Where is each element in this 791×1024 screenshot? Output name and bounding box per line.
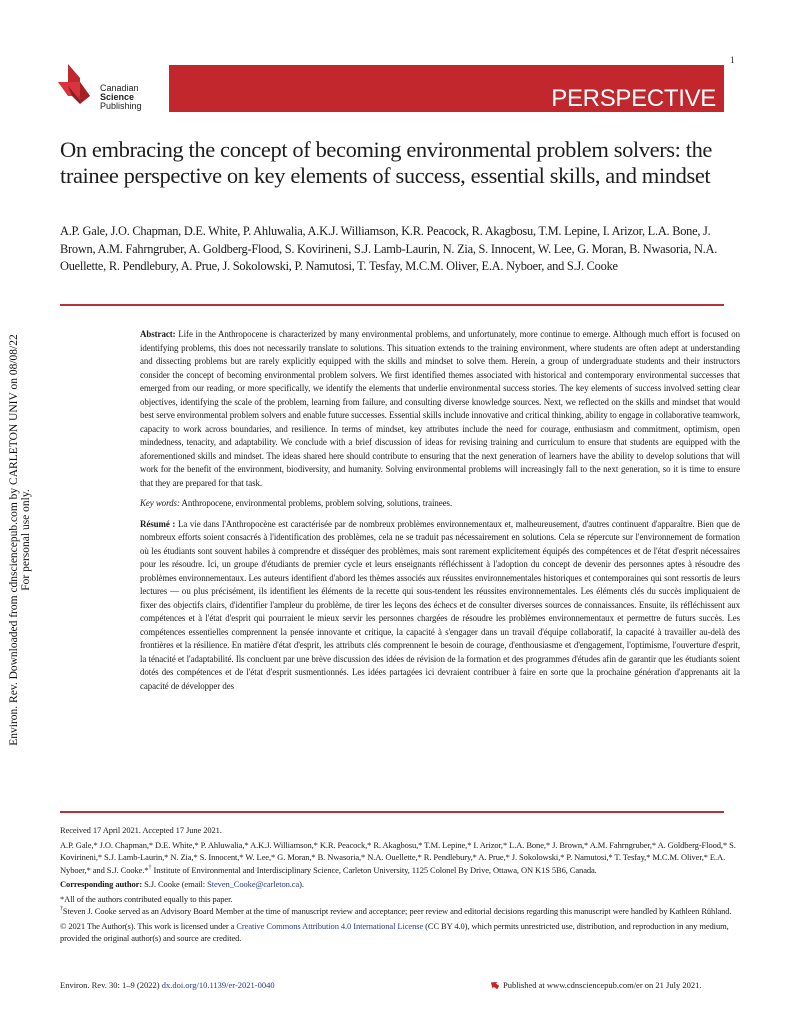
download-note-line-2: For personal use only. [20, 489, 32, 591]
license-note [60, 920, 738, 945]
advisory-dagger-mark: † [60, 906, 63, 913]
resume-text: La vie dans l'Anthropocène est caractérisée par de nombreux problèmes environnementaux et, malheureusement, d'autres continuent d'apparaître. Bien que de nombreux efforts soient consacrés à l'identification des problèmes, cela ne se traduit pas nécessairement en solutions. Cela se répercute sur l'environnement de formation où les étudiants sont souvent habiles à comprendre et disséquer des problèmes, mais sont rarement explicitement équipés des compétences et de l'état d'esprit nécessaires pour les résoudre. Ici, un groupe d'étudiants de premier cycle et leurs enseignants réfléchissent à l'adoption du concept de devenir des personnes aptes à résoudre des problèmes environnementaux. Les auteurs identifient d'abord les thèmes associés aux réussites environnementales historiques et contemporaines qui sont ressortis de leurs lectures — ou plus précisément, ils identifient les éléments de la recette qui sous-tendent les réussites environnementales. Les éléments clés du succès impliquaient de fixer des objectifs clairs, d'identifier l'ampleur du problème, de tirer les leçons des échecs et de consulter diverses sources de connaissances. Ensuite, ils réfléchissent aux compétences et à l'état d'esprit qui pourraient le mieux servir les personnes chargées de résoudre les problèmes environnementaux et permettre de futurs succès. Les compétences essentielles comprennent la pensée innovante et critique, la capacité à s'engager dans un travail d'équipe collaboratif, la capacité à travailler au-delà des frontières et la résilience. En matière d'état d'esprit, les attributs clés comprennent le besoin de courage, d'enthousiasme et d'engagement, l'optimisme, l'ouverture d'esprit, la ténacité et l'adaptabilité. Ils concluent par une brève discussion des idées de révision de la formation et des programmes d'études afin de garantir que les étudiants soient dotés des compétences et de l'état d'esprit susmentionnés. Les idées partagées ici devraient contribuer à faire en sorte que la prochaine génération d'apprenants ait la capacité de développer des [140, 518, 740, 691]
published-text: Published at www.cdnsciencepub.com/er on 21 July 2021. [503, 980, 702, 990]
affiliation-authors: A.P. Gale,* J.O. Chapman,* D.E. White,* P. Ahluwalia,* A.K.J. Williamson,* K.R. Peacock,* R. Akagbosu,* T.M. Lepine,* I. Arizor,* L.A. Bone,* J. Brown,* A.M. Fahrngruber,* A. Goldberg-Flood,* S. Kovirineni,* S.J. Lamb-Laurin,* N. Zia,* S. Innocent,* W. Lee,* G. Moran,* B. Nwasoria,* N.A. Ouellette,* R. Pendlebury,* A. Prue,* J. Sokolowski,* P. Namutosi,* T. Tesfay,* M.C.M. Oliver,* E.A. Nyboer,* and S.J. Cooke.* [60, 839, 736, 875]
published-arrow-icon [490, 981, 499, 989]
logo-line-1: Canadian [100, 83, 139, 93]
section-banner [169, 65, 724, 112]
dagger-mark: † [148, 864, 152, 871]
article-title: On embracing the concept of becoming environmental problem solvers: the trainee perspective on key elements of success, essential skills, and mindset [60, 137, 713, 188]
keywords-text: Anthropocene, environmental problems, problem solving, solutions, trainees. [181, 498, 453, 508]
received-dates: Received 17 April 2021. Accepted 17 June 2021. [60, 825, 222, 835]
page-number: 1 [730, 55, 735, 65]
license-suffix: (CC BY 4.0), which permits unrestricted use, distribution, and reproduction in any medium, provided the original author(s) and source are credited. [60, 920, 729, 943]
author-list: A.P. Gale, J.O. Chapman, D.E. White, P. Ahluwalia, A.K.J. Williamson, K.R. Peacock, R. Akagbosu, T.M. Lepine, I. Arizor, L.A. Bone, J. Brown, A.M. Fahrngruber, A. Goldberg-Flood, S. Kovirineni, S.J. Lamb-Laurin, N. Zia, S. Innocent, W. Lee, G. Moran, B. Nwasoria, N.A. Ouellette, R. Pendlebury, A. Prue, J. Sokolowski, P. Namutosi, T. Tesfay, M.C.M. Oliver, E.A. Nyboer, and S.J. Cooke [60, 224, 718, 273]
citation-footer [60, 980, 275, 990]
abstract-text: Life in the Anthropocene is characterized by many environmental problems, and unfortunately, more continue to emerge. Although much effort is focused on identifying problems, this does not necessarily translate to solutions. This situation extends to the training environment, where students are often adept at understanding and dissecting problems but are rarely explicitly equipped with the skills and mindset to solve them. Herein, a group of undergraduate students and their instructors consider the concept of becoming environmental problem solvers. We first identified themes associated with historical and contemporary environmental successes that emerged from our reading, or more specifically, we identify the elements that underlie environmental success stories. The key elements of success involved setting clear objectives, identifying the scale of the problem, learning from failure, and consulting diverse knowledge sources. Next, we reflected on the skills and mindset that would best serve environmental problem solvers and enable future successes. Essential skills include innovative and critical thinking, ability to engage in collaborative teamwork, capacity to work across boundaries, and resilience. In terms of mindset, key attributes include the need for courage, enthusiasm and commitment, optimism, open mindedness, tenacity, and adaptability. We conclude with a brief discussion of ideas for revising training and curriculum to ensure that students are equipped with the aforementioned skills and mindset. The ideas shared here should contribute to ensuring that the next generation of learners have the ability to develop solutions that will work for the benefit of the environment, biodiversity, and humanity. Solving environmental problems will increasingly fall to the next generation, so it is time to ensure that they are prepared for that task. [140, 329, 740, 488]
publisher-logo [58, 64, 168, 116]
license-prefix: © 2021 The Author(s). This work is licensed under a [60, 920, 237, 931]
abstract-block [140, 328, 740, 700]
published-footer [490, 980, 701, 990]
logo-line-2: Science [100, 92, 135, 102]
affiliation-note [60, 839, 738, 877]
license-link[interactable]: Creative Commons Attribution 4.0 International License [236, 920, 424, 931]
equal-contribution-note: *All of the authors contributed equally to this paper. [60, 893, 233, 904]
download-note-line-1: Environ. Rev. Downloaded from cdnsciencepub.com by CARLETON UNIV on 08/08/22 [8, 334, 20, 746]
advisory-text: Steven J. Cooke served as an Advisory Board Member at the time of manuscript review and acceptance; peer review and editorial decisions regarding this manuscript were handled by Kathleen Rühland. [62, 906, 732, 916]
citation-text: Environ. Rev. 30: 1–9 (2022) [60, 980, 162, 990]
section-label: PERSPECTIVE [551, 85, 716, 112]
corresponding-email-link[interactable]: Steven_Cooke@carleton.ca [207, 879, 300, 889]
corresponding-label: Corresponding author: [60, 879, 143, 889]
doi-link[interactable]: dx.doi.org/10.1139/er-2021-0040 [161, 980, 275, 990]
divider-bottom [60, 811, 724, 813]
resume-label: Résumé : [140, 518, 176, 529]
logo-line-3: Publishing [100, 101, 142, 111]
corresponding-close: ). [299, 879, 304, 889]
footnotes [60, 824, 738, 947]
keywords-label: Key words: [140, 498, 180, 508]
keywords-paragraph [140, 497, 740, 511]
corresponding-author [60, 878, 738, 891]
divider-top [60, 304, 724, 306]
abstract-paragraph [140, 328, 740, 490]
csp-logo-mark-icon [58, 64, 100, 116]
corresponding-name: S.J. Cooke (email: [142, 879, 208, 889]
advisory-note [60, 905, 738, 918]
abstract-label: Abstract: [140, 329, 176, 339]
resume-paragraph [140, 518, 740, 694]
affiliation-text: Institute of Environmental and Interdisciplinary Science, Carleton University, 1125 Colonel By Drive, Ottawa, ON K1S 5B6, Canada. [151, 864, 597, 875]
